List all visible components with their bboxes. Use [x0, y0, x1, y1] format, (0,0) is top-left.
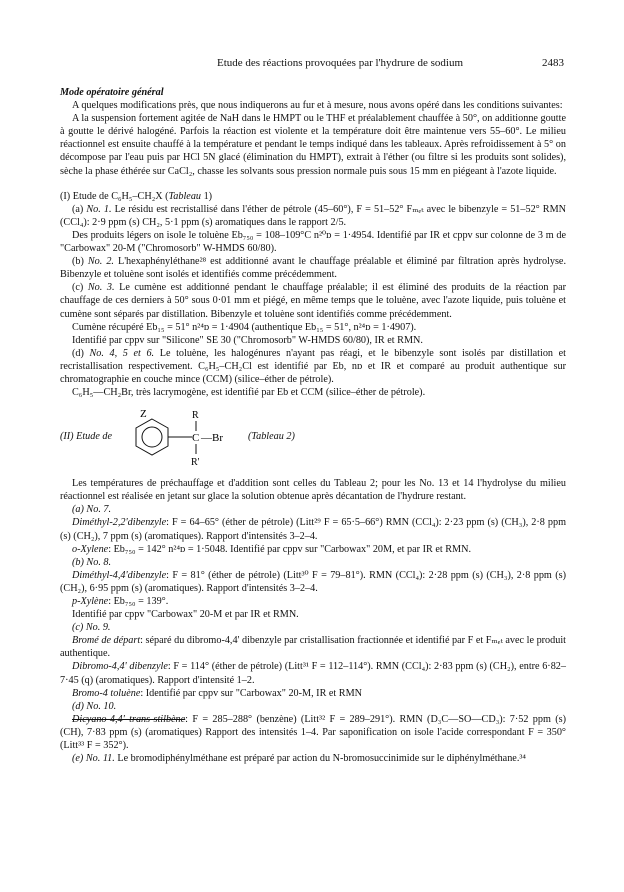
- page-number: 2483: [542, 57, 564, 69]
- item-I-a: [60, 203, 566, 229]
- item-number: No. 4, 5 et 6.: [89, 347, 155, 359]
- item-I-b: [60, 255, 566, 281]
- item-I-c-cont: Cumène récupéré Eb₁₅ = 51° n²⁴ᴅ = 1·4904 (authentique Eb₁₅ = 51°, n²⁴ᴅ = 1·4907).: [72, 321, 417, 333]
- central-carbon: C: [192, 432, 200, 445]
- item-II-c-2: [60, 660, 566, 686]
- item-text: : F = 81° (éther de pétrole) (Litt³⁰ F = 79–81°). RMN (CCl₄): 2·28 ppm (s) (CH₃), 2·8 ppm (s) (CH₂), 6·95 ppm (s) (aromatiques). Rapport d'intensités 3–2–4.: [60, 569, 566, 594]
- heading-II-lead: (II) Etude de: [60, 431, 113, 443]
- section-heading-I: [60, 190, 566, 203]
- substituent-r: R: [192, 410, 199, 422]
- item-lead: (b): [72, 256, 88, 268]
- item-lead: (c): [72, 282, 88, 294]
- item-II-a-xylene: [60, 543, 566, 556]
- heading-II-table-label: (Tableau 2): [248, 431, 295, 443]
- compound-name: Diméthyl-4,4'dibenzyle: [72, 569, 167, 581]
- item-II-c-head: (c) No. 9.: [72, 622, 111, 634]
- aromatic-circle: [142, 427, 162, 447]
- heading-I-table-label: Tableau: [168, 190, 202, 202]
- heading-I-lead: (I) Etude de C₆H₅–CH₂X (: [60, 190, 169, 202]
- compound-name: Diméthyl-2,2'dibenzyle: [72, 517, 167, 529]
- item-II-c-3: [60, 687, 566, 700]
- item-number: No. 2.: [87, 256, 114, 268]
- item-text: : Eb₇₅₀ = 142° n²⁴ᴅ = 1·5048. Identifié par cppv sur "Carbowax" 20M, et par IR et RMN.: [108, 543, 472, 555]
- item-text: : Eb₇₅₀ = 139°.: [108, 596, 169, 607]
- item-text: : F = 64–65° (éther de pétrole) (Litt²⁹ F = 65·5–66°) RMN (CCl₄): 2·23 ppm (s) (CH₃), 2·8 ppm (s) (CH₂), 7 ppm (s) (aromatiques). Rapport d'intensités 3–2–4.: [60, 517, 566, 542]
- item-II-a-head: (a) No. 7.: [72, 504, 112, 516]
- compound-name: Bromo-4 toluène: [72, 687, 141, 699]
- item-text: : F = 285–288° (benzène) (Litt³² F = 289–291°). RMN (D₃C—SO—CD₃): 7·52 ppm (s) (CH), 7·83 ppm (s) (aromatiques) Rapport des intensités 1–4. Par saponification on isole l'acide correspondant F = 350° (Litt³³ F = 352°).: [60, 713, 566, 752]
- substituent-rprime: R': [191, 457, 200, 469]
- item-lead: (a): [72, 203, 87, 215]
- benzyl-bromide-structure: [130, 407, 250, 473]
- item-II-e: [60, 752, 566, 765]
- item-text: Le résidu est recristallisé dans l'éther de pétrole (45–60°), F = 51–52° Fₘₑₜ avec le bibenzyle = 51–52° RMN (CCl₄): 2·9 ppm (s) CH₂, 5·1 ppm (s) aromatiques dans le rapport 2/5.: [60, 203, 567, 228]
- section-heading-II: [60, 407, 566, 473]
- item-II-b-head: (b) No. 8.: [72, 556, 112, 568]
- item-text: Le cumène est additionné pendant le chauffage préalable; il est éliminé des produits de la réaction par chauffage de ces derniers à 50° sous 0·01 mm et piégé, en même temps que le toluène, avec l'azote liquide, puis toluène et cumène sont séparés par distillation. Bibenzyle et toluène sont identifiés comme précédemment.: [60, 282, 567, 320]
- heading-I-tail: 1): [201, 190, 213, 202]
- item-I-a-cont: Des produits légers on isole le toluène Eb₇₅₀ = 108–109°C n²⁰ᴅ = 1·4954. Identifié par IR et cppv sur colonne de 3 m de "Carbowax" 20-M ("Chromosorb" W-HMDS 60/80).: [60, 229, 566, 255]
- item-text: : F = 114° (éther de pétrole) (Litt³¹ F = 112–114°). RMN (CCl₄): 2·83 ppm (s) (CH₂), entre 6·82–7·45 (q) (aromatiques). Rapport d'intensité 1–2.: [60, 661, 566, 686]
- item-II-b-xylene-id: Identifié par cppv "Carbowax" 20-M et par IR et RMN.: [72, 609, 299, 621]
- item-lead: (d): [72, 347, 90, 359]
- section-II-intro: Les températures de préchauffage et d'addition sont celles du Tableau 2; pour les No. 13 et 14 l'hydrolyse du milieu réactionnel est réalisée en jetant sur glace la solution obtenue après décantation de l'hydrure restant.: [60, 478, 566, 503]
- item-I-c: [60, 281, 566, 320]
- section-heading-general: Mode opératoire général: [60, 87, 164, 98]
- item-number: No. 1.: [86, 203, 112, 215]
- compound-name: Bromé de départ: [72, 635, 141, 647]
- item-number: No. 3.: [87, 282, 115, 294]
- item-text: : séparé du dibromo-4,4' dibenzyle par cristallisation fractionnée et identifié par F et Fₘₑₜ avec le produit authentique.: [60, 635, 566, 660]
- item-number: (e) No. 11.: [72, 753, 115, 765]
- item-text: Le bromodiphénylméthane est préparé par action du N-bromosuccinimide sur le diphénylméthane.³⁴: [114, 753, 526, 765]
- compound-name: o-Xylene: [72, 543, 109, 555]
- item-II-c: [60, 634, 566, 660]
- running-title: Etude des réactions provoquées par l'hydrure de sodium: [216, 57, 464, 69]
- general-paragraph-2: A la suspension fortement agitée de NaH dans le HMPT ou le THF et préalablement chauffée à 50°, on additionne goutte à goutte le dérivé halogéné. Parfois la réaction est violente et la température doit être maintenue vers 55–60°. Le milieu réactionnel est ensuite chauffé à la température et pendant le temps indiqué dans les tableaux. Après refroidissement à 5° on décompose par l'eau puis par HCl 5N glacé (élimination du HMPT), extrait à l'éther (ou filtre si les produits sont solides), sèche la phase éthérée sur CaCl₂, chasse les solvants sous pression normale puis sous 15 mm en piégeant à l'azote liquide.: [60, 113, 566, 177]
- compound-name: Dicyano-4,4' trans-stilbène: [72, 713, 186, 725]
- item-II-a: [60, 516, 566, 542]
- item-text: L'hexaphényléthane²⁸ est additionné avant le chauffage préalable et éliminé par filtration après hydrolyse. Bibenzyle et toluène sont isolés et identifiés comme précédemment.: [60, 256, 566, 281]
- article-body: [60, 86, 566, 765]
- item-II-b-xylene: [60, 595, 566, 608]
- item-II-d: [60, 713, 566, 752]
- item-II-b: [60, 569, 566, 595]
- item-I-d-cont: C₆H₅—CH₂Br, très lacrymogène, est identifié par Eb et CCM (silice–éther de pétrole).: [72, 387, 426, 399]
- item-I-c-cont2: Identifié par cppv sur "Silicone" SE 30 ("Chromosorb" W-HMDS 60/80), IR et RMN.: [72, 334, 423, 346]
- bromine-label: —Br: [201, 432, 223, 445]
- compound-name: p-Xylène: [72, 596, 109, 607]
- benzene-ring: [136, 419, 168, 455]
- item-text: : Identifié par cppv sur "Carbowax" 20-M, IR et RMN: [140, 687, 363, 699]
- compound-name: Dibromo-4,4' dibenzyle: [72, 661, 168, 673]
- item-I-d: [60, 347, 566, 386]
- item-II-d-head: (d) No. 10.: [72, 700, 117, 712]
- general-paragraph-1: A quelques modifications près, que nous indiquerons au fur et à mesure, nous avons opéré dans les conditions suivantes:: [72, 100, 563, 112]
- item-text: Le toluène, les halogénures n'ayant pas réagi, et le bibenzyle sont isolés par distillation et recristallisation respectivement. C₆H₅–CH₂Cl est identifié par Eb, nᴅ et IR et comparé au produit authentique sur chromatographie en couche mince (CCM) (silice–éther de pétrole).: [60, 347, 566, 385]
- substituent-z: Z: [140, 408, 147, 421]
